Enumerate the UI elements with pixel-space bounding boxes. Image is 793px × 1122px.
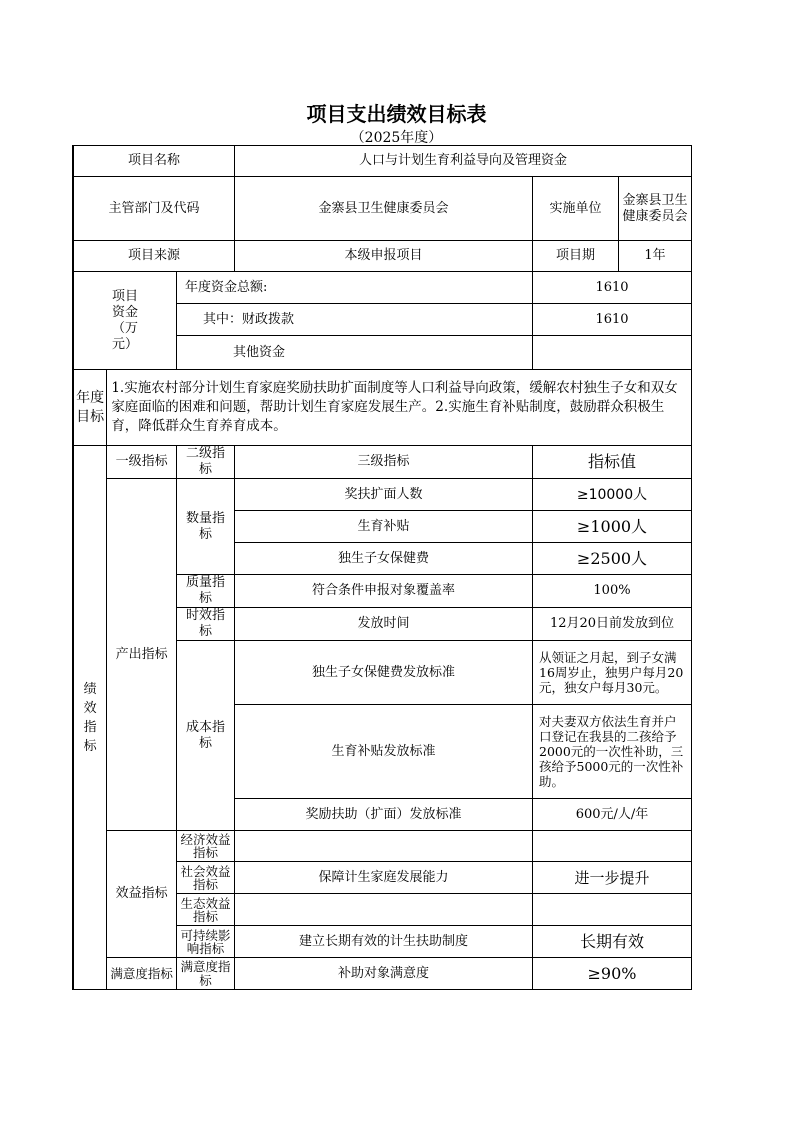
header-level3: 三级指标: [235, 446, 533, 479]
dept-value: 金寨县卫生健康委员会: [235, 177, 533, 241]
funds-total-value: 1610: [533, 272, 692, 304]
indicator-value: 进一步提升: [533, 862, 692, 894]
impl-unit-label: 实施单位: [533, 177, 619, 241]
indicator-name: 生育补贴发放标准: [235, 705, 533, 799]
indicator-name: 发放时间: [235, 608, 533, 641]
source-value: 本级申报项目: [235, 241, 533, 272]
indicator-name: 建立长期有效的计生扶助制度: [235, 926, 533, 958]
indicator-value: [533, 894, 692, 926]
indicator-value: 100%: [533, 575, 692, 608]
indicator-name: 奖励扶助（扩面）发放标准: [235, 799, 533, 831]
indicator-value: 从领证之月起，到子女满16周岁止，独男户每月20元，独女户每月30元。: [533, 641, 692, 705]
indicator-value: 对夫妻双方依法生育并户口登记在我县的二孩给予2000元的一次性补助，三孩给予5000元的一次性补助。: [533, 705, 692, 799]
table-row: [73, 831, 692, 862]
ecological-indicator-label: 生态效益指标: [177, 894, 235, 926]
source-label: 项目来源: [73, 241, 235, 272]
perf-indicator-label: 绩效指标: [73, 446, 107, 990]
impl-unit-value: 金寨县卫生健康委员会: [619, 177, 692, 241]
indicator-value: ≥10000人: [533, 479, 692, 511]
table-row: [73, 177, 692, 241]
page-title: 项目支出绩效目标表: [306, 102, 487, 126]
project-name-label: 项目名称: [73, 146, 235, 177]
quantity-indicator-label: 数量指标: [177, 479, 235, 575]
indicator-value: ≥1000人: [533, 511, 692, 543]
header-level2: 二级指标: [177, 446, 235, 479]
period-label: 项目期: [533, 241, 619, 272]
header-value: 指标值: [533, 446, 692, 479]
dept-label: 主管部门及代码: [73, 177, 235, 241]
benefit-indicator-label: 效益指标: [107, 831, 177, 958]
funds-fiscal-label: 其中：财政拨款: [177, 304, 533, 336]
indicator-name: 补助对象满意度: [235, 958, 533, 990]
performance-target-table: [72, 145, 692, 990]
funds-label: 项目资金（万元）: [73, 272, 177, 370]
project-name-value: 人口与计划生育利益导向及管理资金: [235, 146, 692, 177]
indicator-name: 生育补贴: [235, 511, 533, 543]
header-level1: 一级指标: [107, 446, 177, 479]
indicator-name: 奖扶扩面人数: [235, 479, 533, 511]
indicator-value: ≥90%: [533, 958, 692, 990]
table-row: [73, 272, 692, 304]
page-subtitle: （2025年度）: [350, 130, 443, 146]
satisfaction-l1-label: 满意度指标: [107, 958, 177, 990]
timeliness-indicator-label: 时效指标: [177, 608, 235, 641]
indicator-value: 长期有效: [533, 926, 692, 958]
cost-indicator-label: 成本指标: [177, 641, 235, 831]
table-row: [73, 958, 692, 990]
indicator-value: 600元/人/年: [533, 799, 692, 831]
indicator-name: 符合条件申报对象覆盖率: [235, 575, 533, 608]
indicator-name: [235, 894, 533, 926]
indicator-value: [533, 831, 692, 862]
indicator-name: 独生子女保健费: [235, 543, 533, 575]
quality-indicator-label: 质量指标: [177, 575, 235, 608]
indicator-value: ≥2500人: [533, 543, 692, 575]
economic-indicator-label: 经济效益指标: [177, 831, 235, 862]
indicator-name: 保障计生家庭发展能力: [235, 862, 533, 894]
funds-other-value: [533, 336, 692, 370]
indicator-name: [235, 831, 533, 862]
table-row: [73, 370, 692, 446]
annual-goal-label: 年度目标: [73, 370, 107, 446]
sustainable-indicator-label: 可持续影响指标: [177, 926, 235, 958]
satisfaction-l2-label: 满意度指标: [177, 958, 235, 990]
funds-total-label: 年度资金总额:: [177, 272, 533, 304]
table-row: [73, 146, 692, 177]
table-row: [73, 446, 692, 479]
annual-goal-text: 1.实施农村部分计划生育家庭奖励扶助扩面制度等人口利益导向政策，缓解农村独生子女和双女家庭面临的困难和问题，帮助计划生育家庭发展生产。2.实施生育补贴制度，鼓励群众积极生育，降低群众生育养育成本。: [107, 370, 692, 446]
table-row: [73, 479, 692, 511]
funds-fiscal-value: 1610: [533, 304, 692, 336]
social-indicator-label: 社会效益指标: [177, 862, 235, 894]
indicator-name: 独生子女保健费发放标准: [235, 641, 533, 705]
output-indicator-label: 产出指标: [107, 479, 177, 831]
indicator-value: 12月20日前发放到位: [533, 608, 692, 641]
table-row: [73, 241, 692, 272]
period-value: 1年: [619, 241, 692, 272]
funds-other-label: 其他资金: [177, 336, 533, 370]
